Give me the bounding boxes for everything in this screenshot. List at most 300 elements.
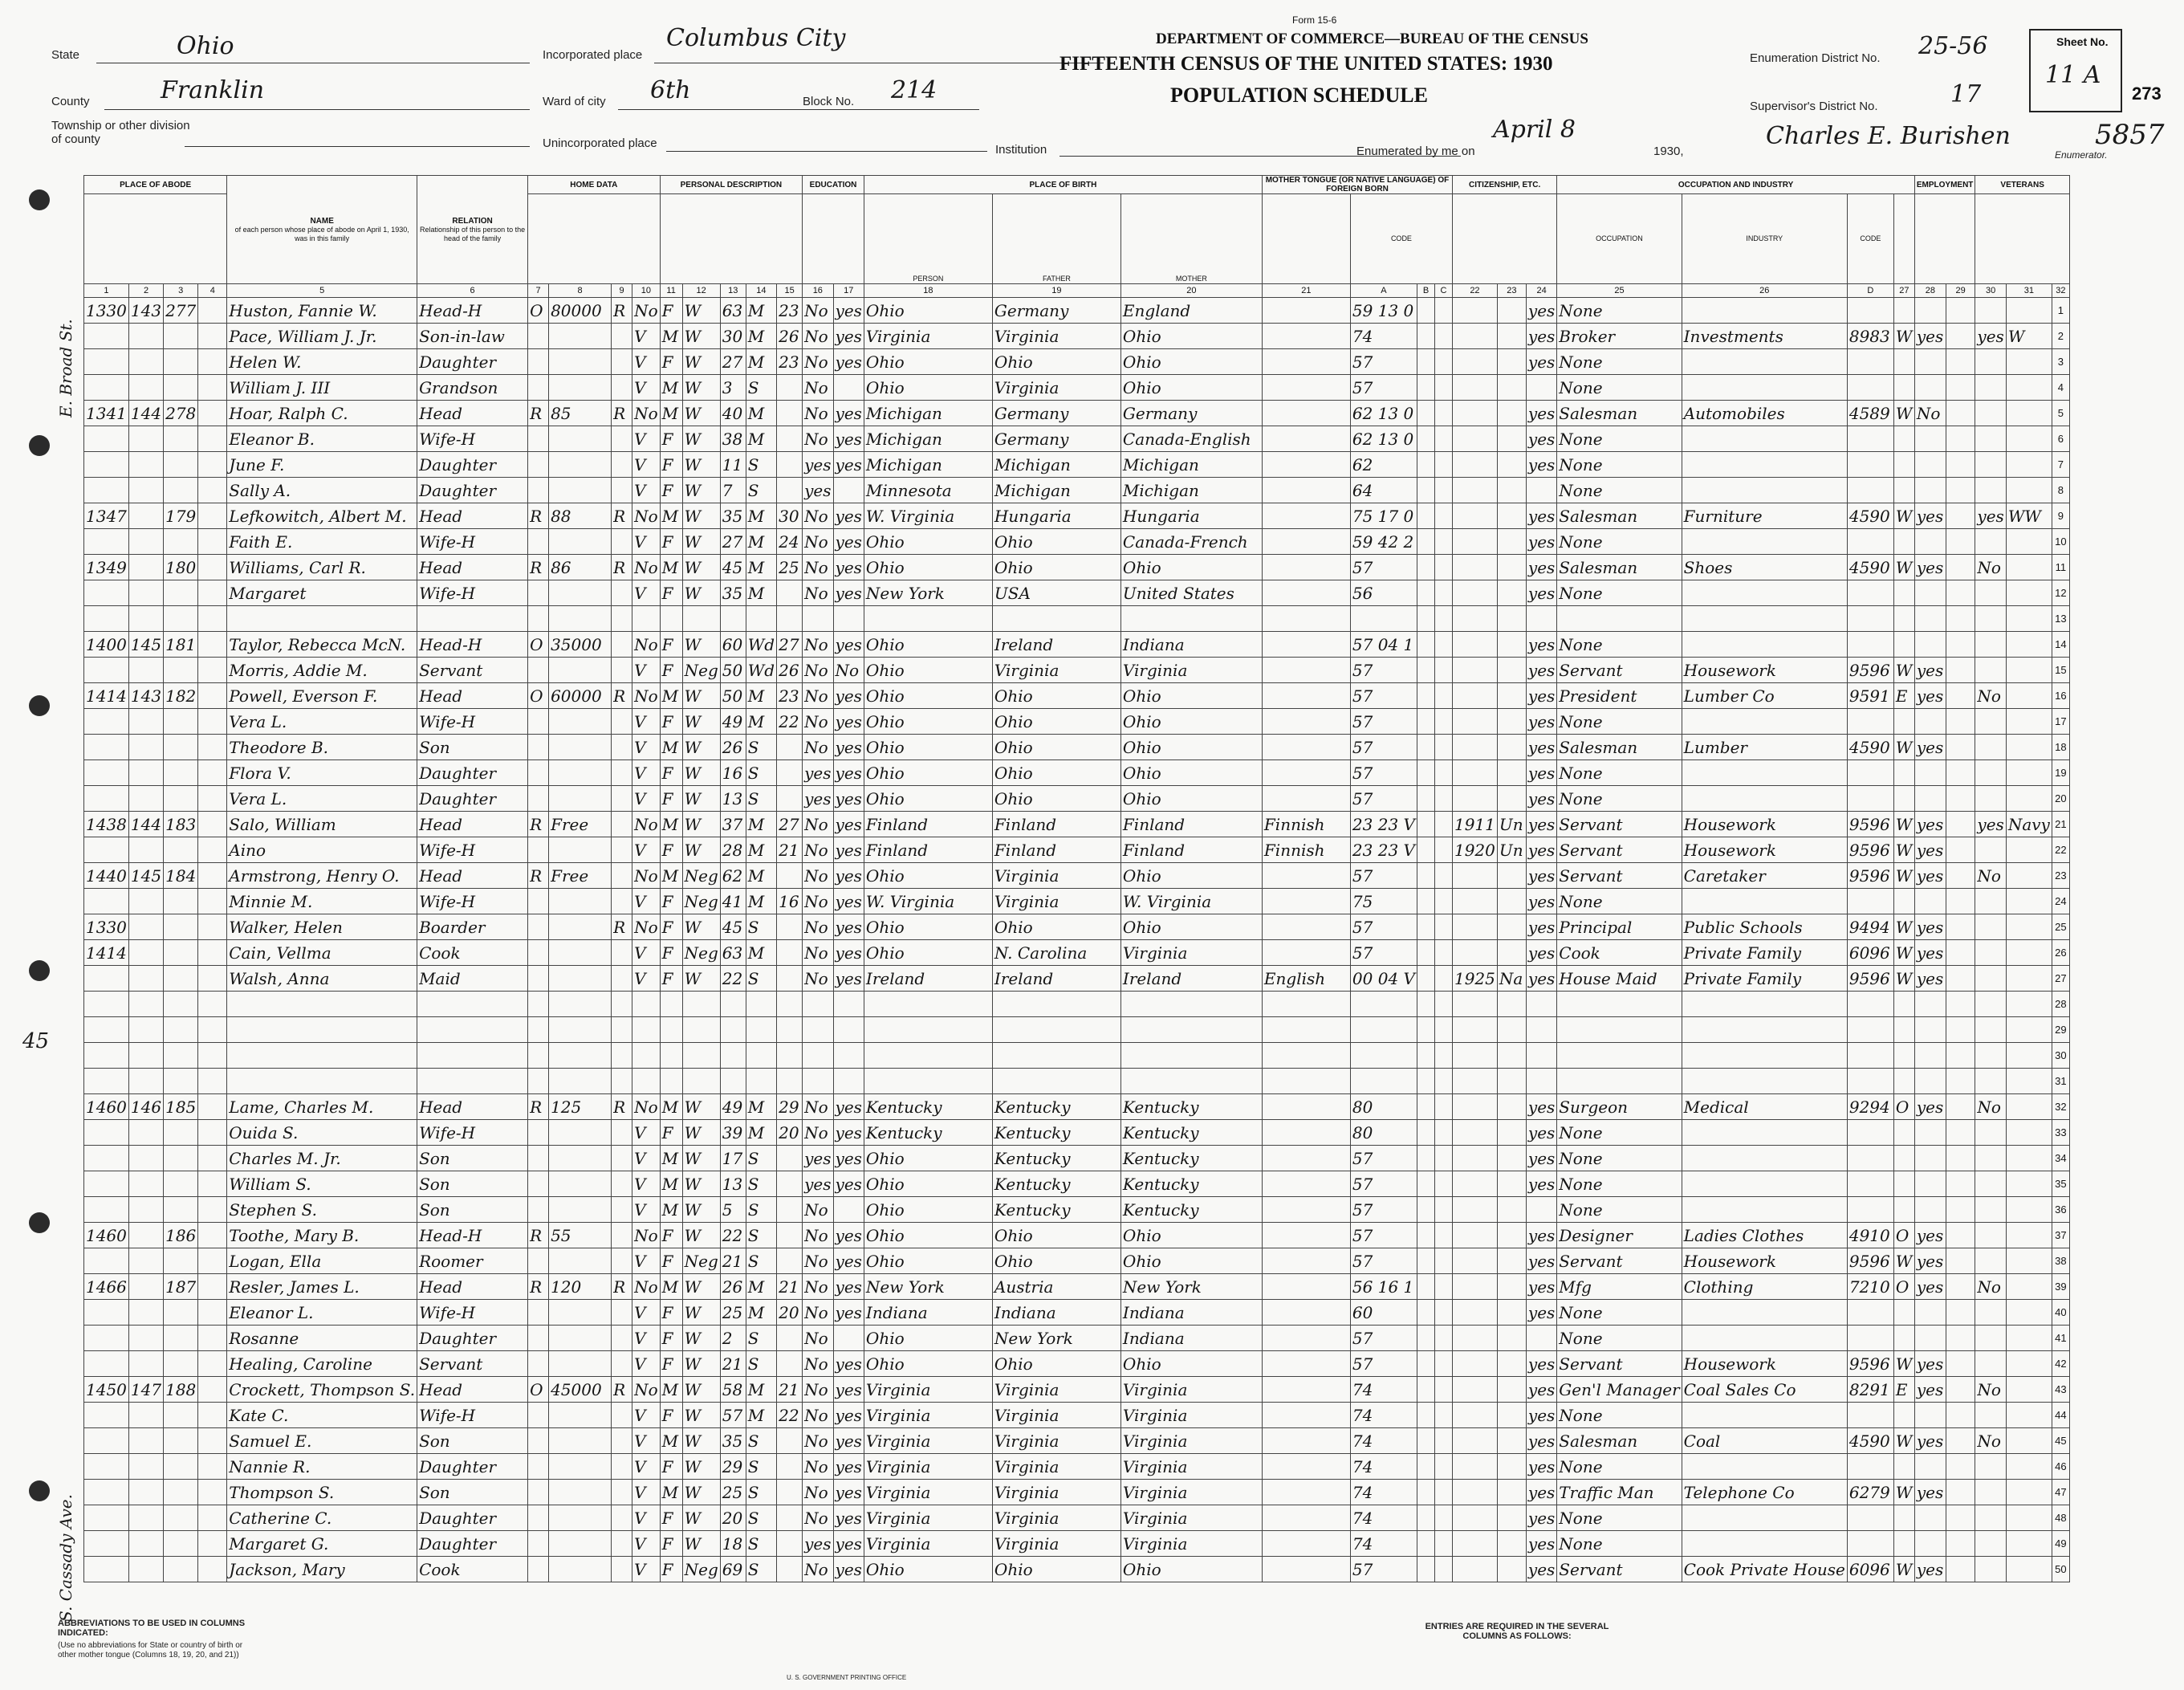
column-number: 28 (1914, 284, 1946, 298)
speaks-english-cell: yes (1526, 760, 1556, 786)
occupation-cell (1557, 992, 1682, 1017)
dwelling-number-cell (128, 1043, 163, 1069)
literacy-cell (833, 1326, 864, 1351)
mother-tongue-cell (1262, 1326, 1350, 1351)
birth-code-cell: 75 17 0 (1350, 503, 1417, 529)
person-name-cell: Stephen S. (227, 1197, 417, 1223)
mother-birthplace-cell: Ohio (1120, 1351, 1262, 1377)
empty-cell (1434, 1454, 1452, 1480)
farm-cell: No (632, 1094, 661, 1120)
tenure-cell: R (528, 812, 549, 837)
street-cell: 1414 (84, 940, 129, 966)
father-birthplace-cell: Ohio (992, 735, 1120, 760)
age-cell: 38 (720, 426, 746, 452)
column-number: A (1350, 284, 1417, 298)
birth-code-cell: 62 13 0 (1350, 401, 1417, 426)
tenure-cell (528, 658, 549, 683)
empty-cell (1417, 1274, 1434, 1300)
school-cell: No (803, 1094, 833, 1120)
abode-header: PLACE OF ABODE (84, 176, 227, 194)
mother-birthplace-cell: Virginia (1120, 940, 1262, 966)
form-number: Form 15-6 (1292, 14, 1337, 26)
race-cell: W (682, 478, 720, 503)
marital-status-cell: M (746, 426, 776, 452)
war-cell (2006, 1326, 2052, 1351)
relation-cell: Head (417, 812, 528, 837)
father-birthplace-cell: Virginia (992, 863, 1120, 889)
empty-cell (1946, 1557, 1975, 1582)
age-at-marriage-cell: 22 (777, 1403, 803, 1428)
speaks-english-cell: yes (1526, 966, 1556, 992)
empty-cell (1417, 1223, 1434, 1248)
sex-cell: F (660, 760, 682, 786)
family-number-cell (164, 735, 198, 760)
table-row (84, 735, 2070, 760)
immigration-year-cell (1452, 1403, 1497, 1428)
immigration-year-cell (1452, 324, 1497, 349)
radio-cell (612, 1480, 632, 1505)
birth-code-cell: 57 (1350, 1351, 1417, 1377)
empty-cell (1946, 529, 1975, 555)
home-value-cell (549, 1557, 612, 1582)
industry-cell (1682, 375, 1847, 401)
age-cell: 29 (720, 1454, 746, 1480)
personal-header: PERSONAL DESCRIPTION (660, 176, 803, 194)
worker-class-cell: W (1893, 658, 1914, 683)
empty-cell (198, 324, 227, 349)
radio-cell (612, 1557, 632, 1582)
table-row (84, 324, 2070, 349)
radio-cell (612, 349, 632, 375)
department-title: DEPARTMENT OF COMMERCE—BUREAU OF THE CENSUS (1156, 31, 1588, 47)
person-name-cell: Cain, Vellma (227, 940, 417, 966)
radio-cell (612, 1428, 632, 1454)
sex-cell: F (660, 1557, 682, 1582)
worker-class-cell: W (1893, 555, 1914, 580)
age-at-marriage-cell (777, 1223, 803, 1248)
empty-cell (1946, 812, 1975, 837)
age-at-marriage-cell (777, 786, 803, 812)
industry-cell (1682, 1197, 1847, 1223)
speaks-english-cell: yes (1526, 1480, 1556, 1505)
empty-cell (1434, 1428, 1452, 1454)
street-cell (84, 1403, 129, 1428)
age-cell: 41 (720, 889, 746, 914)
ward-value: 6th (650, 76, 691, 104)
tenure-cell (528, 1428, 549, 1454)
birthplace-cell: Ohio (864, 658, 992, 683)
line-number-cell: 29 (2052, 1017, 2069, 1043)
industry-code-cell (1847, 1069, 1893, 1094)
birth-code-cell: 74 (1350, 1428, 1417, 1454)
tenure-cell (528, 375, 549, 401)
birthplace-cell: Ohio (864, 1146, 992, 1171)
occupation-cell: President (1557, 683, 1682, 709)
radio-cell (612, 606, 632, 632)
industry-cell (1682, 709, 1847, 735)
marital-status-cell: S (746, 1531, 776, 1557)
mother-tongue-cell (1262, 632, 1350, 658)
immigration-year-cell (1452, 1069, 1497, 1094)
mother-tongue-cell (1262, 1428, 1350, 1454)
sex-cell (660, 1043, 682, 1069)
column-number: 23 (1497, 284, 1526, 298)
home-value-cell: 120 (549, 1274, 612, 1300)
speaks-english-cell (1526, 992, 1556, 1017)
table-row (84, 1248, 2070, 1274)
mother-birthplace-cell: Ohio (1120, 1248, 1262, 1274)
age-at-marriage-cell: 26 (777, 658, 803, 683)
immigration-year-cell (1452, 349, 1497, 375)
industry-cell: Housework (1682, 1351, 1847, 1377)
birth-code-cell: 62 (1350, 452, 1417, 478)
veteran-cell: No (1975, 1274, 2006, 1300)
mother-birthplace-cell: Indiana (1120, 1300, 1262, 1326)
relation-cell: Wife-H (417, 1120, 528, 1146)
father-birthplace-cell: Hungaria (992, 503, 1120, 529)
empty-cell (1434, 1043, 1452, 1069)
line-number-cell: 35 (2052, 1171, 2069, 1197)
mother-birthplace-cell: Virginia (1120, 1428, 1262, 1454)
worker-class-cell (1893, 606, 1914, 632)
empty-cell (1946, 478, 1975, 503)
industry-cell: Medical (1682, 1094, 1847, 1120)
street-cell: 1414 (84, 683, 129, 709)
street-cell (84, 1120, 129, 1146)
industry-code-cell: 7210 (1847, 1274, 1893, 1300)
column-number: 1 (84, 284, 129, 298)
table-row (84, 1377, 2070, 1403)
age-cell: 13 (720, 1171, 746, 1197)
occupation-cell: None (1557, 709, 1682, 735)
race-cell: W (682, 375, 720, 401)
employed-cell: yes (1914, 1557, 1946, 1582)
employed-cell: yes (1914, 1480, 1946, 1505)
veteran-cell (1975, 1531, 2006, 1557)
line-number-cell: 5 (2052, 401, 2069, 426)
industry-cell: Private Family (1682, 940, 1847, 966)
mother-birthplace-cell: Virginia (1120, 1403, 1262, 1428)
age-cell: 28 (720, 837, 746, 863)
family-number-cell: 278 (164, 401, 198, 426)
father-birthplace-cell: Virginia (992, 1403, 1120, 1428)
literacy-cell: yes (833, 580, 864, 606)
home-value-cell (549, 709, 612, 735)
literacy-cell: yes (833, 1223, 864, 1248)
home-value-cell: 85 (549, 401, 612, 426)
line-number-cell: 1 (2052, 298, 2069, 324)
age-at-marriage-cell (777, 426, 803, 452)
column-number: 19 (992, 284, 1120, 298)
speaks-english-cell: yes (1526, 709, 1556, 735)
literacy-cell: yes (833, 940, 864, 966)
line-number-cell: 38 (2052, 1248, 2069, 1274)
literacy-cell (833, 1069, 864, 1094)
marital-status-cell: M (746, 863, 776, 889)
school-cell: yes (803, 786, 833, 812)
empty-cell (1434, 1248, 1452, 1274)
empty-cell (1946, 735, 1975, 760)
immigration-year-cell (1452, 940, 1497, 966)
table-row (84, 1505, 2070, 1531)
industry-cell: Clothing (1682, 1274, 1847, 1300)
veteran-cell (1975, 1351, 2006, 1377)
industry-code-cell: 4590 (1847, 735, 1893, 760)
dwelling-number-cell (128, 375, 163, 401)
relation-cell: Daughter (417, 349, 528, 375)
empty-cell (1946, 349, 1975, 375)
farm-cell: No (632, 863, 661, 889)
empty-cell (198, 1248, 227, 1274)
industry-cell (1682, 452, 1847, 478)
war-cell (2006, 401, 2052, 426)
empty-cell (1434, 812, 1452, 837)
age-at-marriage-cell: 23 (777, 349, 803, 375)
empty-cell (1946, 760, 1975, 786)
relation-cell: Daughter (417, 1505, 528, 1531)
empty-cell (198, 1326, 227, 1351)
punch-hole-icon (29, 435, 50, 456)
age-at-marriage-cell (777, 1531, 803, 1557)
industry-cell: Housework (1682, 658, 1847, 683)
occupation-cell: Servant (1557, 837, 1682, 863)
table-row (84, 658, 2070, 683)
empty-cell (1946, 658, 1975, 683)
literacy-cell: yes (833, 1351, 864, 1377)
speaks-english-cell: yes (1526, 1428, 1556, 1454)
marital-status-cell: S (746, 1454, 776, 1480)
age-at-marriage-cell: 29 (777, 1094, 803, 1120)
veteran-cell (1975, 1069, 2006, 1094)
age-at-marriage-cell (777, 1505, 803, 1531)
age-at-marriage-cell (777, 1017, 803, 1043)
radio-cell (612, 837, 632, 863)
war-cell (2006, 632, 2052, 658)
father-birthplace-cell: Virginia (992, 1505, 1120, 1531)
empty-cell (198, 786, 227, 812)
immigration-year-cell (1452, 529, 1497, 555)
war-cell (2006, 1094, 2052, 1120)
home-value-cell (549, 349, 612, 375)
war-cell (2006, 1531, 2052, 1557)
supervisor-label: Supervisor's District No. (1750, 100, 1878, 113)
sex-cell: F (660, 1351, 682, 1377)
radio-cell (612, 1326, 632, 1351)
dwelling-number-cell (128, 1300, 163, 1326)
family-number-cell (164, 760, 198, 786)
empty-cell (1434, 1197, 1452, 1223)
war-cell (2006, 1274, 2052, 1300)
family-number-cell (164, 580, 198, 606)
farm-cell: V (632, 889, 661, 914)
column-number: 18 (864, 284, 992, 298)
divider (185, 146, 530, 147)
person-name-cell: Crockett, Thompson S. (227, 1377, 417, 1403)
age-at-marriage-cell (777, 966, 803, 992)
dwelling-number-cell (128, 837, 163, 863)
sex-cell: F (660, 914, 682, 940)
industry-cell: Housework (1682, 1248, 1847, 1274)
war-cell (2006, 298, 2052, 324)
father-birthplace-cell: Michigan (992, 452, 1120, 478)
relation-cell: Servant (417, 1351, 528, 1377)
age-cell: 62 (720, 863, 746, 889)
war-cell (2006, 1377, 2052, 1403)
farm-cell: No (632, 812, 661, 837)
age-at-marriage-cell (777, 478, 803, 503)
age-at-marriage-cell: 25 (777, 555, 803, 580)
race-cell: W (682, 1274, 720, 1300)
sex-cell: F (660, 426, 682, 452)
industry-cell (1682, 606, 1847, 632)
age-cell: 11 (720, 452, 746, 478)
literacy-cell: yes (833, 503, 864, 529)
radio-cell (612, 760, 632, 786)
age-cell: 35 (720, 503, 746, 529)
abode-subheader (84, 194, 227, 284)
family-number-cell (164, 1248, 198, 1274)
table-row (84, 1557, 2070, 1582)
marital-status-cell: S (746, 1557, 776, 1582)
marital-status-cell: M (746, 683, 776, 709)
mother-tongue-cell: English (1262, 966, 1350, 992)
industry-cell (1682, 760, 1847, 786)
age-cell: 63 (720, 940, 746, 966)
naturalization-cell (1497, 1377, 1526, 1403)
line-number-cell: 25 (2052, 914, 2069, 940)
line-number-cell: 14 (2052, 632, 2069, 658)
empty-cell (198, 1274, 227, 1300)
empty-cell (1434, 401, 1452, 426)
literacy-cell: yes (833, 1428, 864, 1454)
table-row (84, 298, 2070, 324)
race-cell: W (682, 298, 720, 324)
empty-cell (1434, 324, 1452, 349)
speaks-english-cell: yes (1526, 555, 1556, 580)
industry-code-cell: 9596 (1847, 863, 1893, 889)
table-row (84, 1197, 2070, 1223)
mother-birthplace-cell: Ohio (1120, 709, 1262, 735)
worker-class-cell (1893, 375, 1914, 401)
employed-cell (1914, 760, 1946, 786)
line-number-cell: 41 (2052, 1326, 2069, 1351)
school-cell: No (803, 709, 833, 735)
father-birthplace-cell: Virginia (992, 324, 1120, 349)
industry-code-cell (1847, 580, 1893, 606)
person-name-cell: Catherine C. (227, 1505, 417, 1531)
worker-class-cell (1893, 349, 1914, 375)
radio-cell: R (612, 555, 632, 580)
father-birthplace-cell: Ohio (992, 914, 1120, 940)
speaks-english-cell: yes (1526, 349, 1556, 375)
marital-status-cell: S (746, 1248, 776, 1274)
mother-tongue-cell (1262, 683, 1350, 709)
war-cell (2006, 760, 2052, 786)
tenure-cell (528, 606, 549, 632)
mother-tongue-cell (1262, 992, 1350, 1017)
birth-code-cell: 64 (1350, 478, 1417, 503)
sex-cell: M (660, 1171, 682, 1197)
empty-cell (1946, 401, 1975, 426)
veteran-cell (1975, 760, 2006, 786)
radio-cell (612, 1505, 632, 1531)
immigration-year-cell (1452, 1428, 1497, 1454)
race-cell: W (682, 1223, 720, 1248)
state-value: Ohio (177, 32, 234, 60)
empty-cell (1417, 683, 1434, 709)
veteran-cell (1975, 1146, 2006, 1171)
occupation-cell: Salesman (1557, 555, 1682, 580)
family-number-cell (164, 966, 198, 992)
empty-cell (1417, 812, 1434, 837)
empty-cell (1434, 478, 1452, 503)
mother-tongue-cell (1262, 709, 1350, 735)
empty-cell (1434, 658, 1452, 683)
page-number: 5857 (2095, 119, 2165, 151)
marital-status-cell: S (746, 1197, 776, 1223)
immigration-year-cell (1452, 1017, 1497, 1043)
radio-cell (612, 889, 632, 914)
mother-birthplace-cell: Virginia (1120, 1531, 1262, 1557)
farm-cell: No (632, 1223, 661, 1248)
table-row (84, 1403, 2070, 1428)
home-value-cell (549, 324, 612, 349)
birthplace-cell: Ohio (864, 529, 992, 555)
age-cell: 25 (720, 1480, 746, 1505)
immigration-year-cell (1452, 1171, 1497, 1197)
ward-label: Ward of city (543, 95, 606, 108)
column-number: 27 (1893, 284, 1914, 298)
table-row (84, 837, 2070, 863)
naturalization-cell (1497, 1248, 1526, 1274)
empty-cell (1434, 555, 1452, 580)
naturalization-cell (1497, 1428, 1526, 1454)
school-cell: yes (803, 452, 833, 478)
relation-cell: Wife-H (417, 529, 528, 555)
mother-birthplace-cell (1120, 992, 1262, 1017)
war-cell (2006, 580, 2052, 606)
tongue-code-header: CODE (1350, 194, 1452, 284)
street-cell (84, 1017, 129, 1043)
person-name-cell: Resler, James L. (227, 1274, 417, 1300)
speaks-english-cell: yes (1526, 683, 1556, 709)
table-row (84, 555, 2070, 580)
employed-cell: yes (1914, 1094, 1946, 1120)
race-cell: W (682, 709, 720, 735)
column-number: 16 (803, 284, 833, 298)
speaks-english-cell: yes (1526, 1146, 1556, 1171)
street-cell: 1460 (84, 1223, 129, 1248)
punch-hole-icon (29, 1212, 50, 1233)
father-birthplace-cell: New York (992, 1326, 1120, 1351)
home-value-cell: 35000 (549, 632, 612, 658)
street-cell (84, 529, 129, 555)
farm-cell (632, 606, 661, 632)
immigration-year-cell (1452, 426, 1497, 452)
immigration-year-cell (1452, 452, 1497, 478)
mother-tongue-cell (1262, 426, 1350, 452)
empty-cell (1417, 349, 1434, 375)
table-row (84, 1171, 2070, 1197)
race-cell: W (682, 503, 720, 529)
table-row (84, 529, 2070, 555)
school-cell: No (803, 298, 833, 324)
occupation-header: OCCUPATION AND INDUSTRY (1557, 176, 1915, 194)
worker-class-cell: W (1893, 940, 1914, 966)
sex-cell: F (660, 529, 682, 555)
marital-status-cell: M (746, 349, 776, 375)
empty-cell (1434, 786, 1452, 812)
